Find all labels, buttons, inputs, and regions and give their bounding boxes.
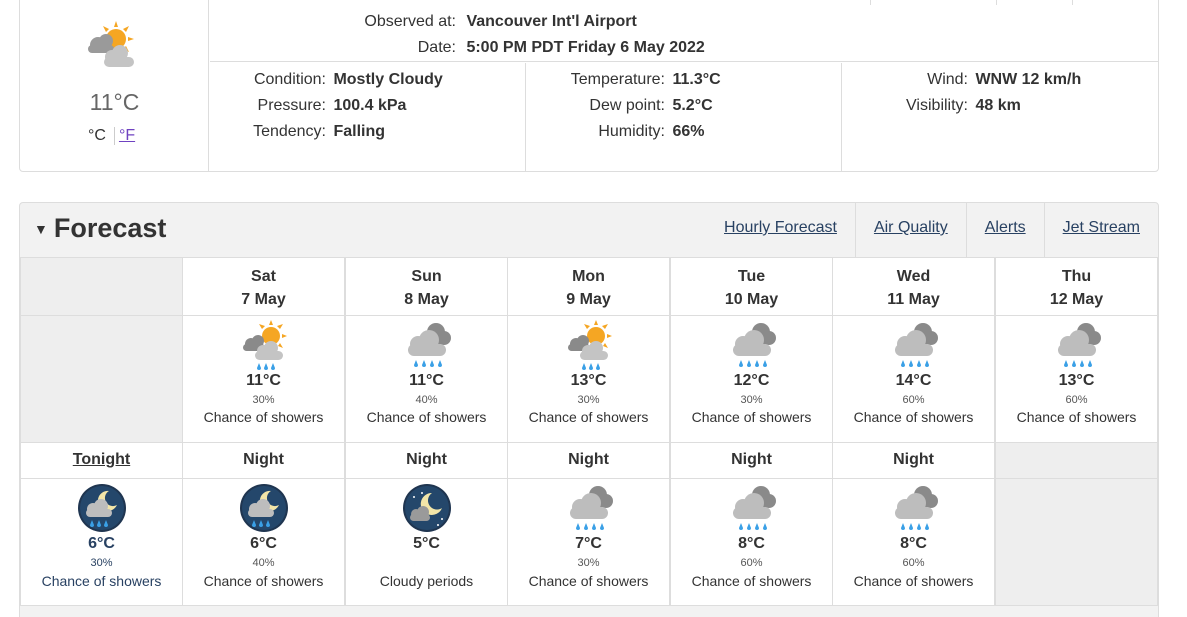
cloud-rain-icon	[889, 483, 939, 533]
day-date: 9 May	[566, 291, 611, 308]
night-label: Night	[568, 451, 609, 468]
alerts-link[interactable]: Alerts	[966, 203, 1044, 257]
day-summary: Chance of showers	[203, 409, 324, 425]
day-name: Sun	[411, 268, 442, 285]
day-name: Sat	[251, 268, 276, 285]
hourly-forecast-link[interactable]: Hourly Forecast	[724, 219, 837, 236]
day-summary: Chance of showers	[1016, 409, 1137, 425]
conditions-column-1	[210, 63, 526, 171]
day-date: 7 May	[241, 291, 286, 308]
precip-probability: 40%	[252, 557, 275, 569]
day-forecast[interactable]	[995, 315, 1158, 443]
night-forecast[interactable]	[507, 478, 670, 606]
precip-probability	[346, 557, 507, 570]
current-temperature: 11°C	[89, 89, 140, 115]
cloud-rain-icon	[889, 320, 939, 370]
night-header	[832, 442, 995, 479]
conditions-column-3	[842, 63, 1159, 171]
night-summary: Chance of showers	[853, 573, 974, 589]
night-forecast[interactable]	[832, 478, 995, 606]
day-forecast[interactable]	[182, 315, 345, 443]
jet-stream-link[interactable]: Jet Stream	[1044, 203, 1158, 257]
day-date: 12 May	[1049, 291, 1104, 308]
tendency: Tendency: Falling	[253, 123, 386, 140]
night-summary: Chance of showers	[203, 573, 324, 589]
night-label: Night	[406, 451, 447, 468]
night-label: Night	[893, 451, 934, 468]
cloud-rain-icon	[564, 483, 614, 533]
night-header	[507, 442, 670, 479]
sun-cloud-rain-icon	[564, 320, 614, 370]
day-header	[182, 257, 345, 316]
day-name: Thu	[1061, 268, 1092, 285]
precip-probability: 30%	[577, 557, 600, 569]
day-date: 11 May	[887, 291, 940, 308]
visibility: Visibility: 48 km	[906, 97, 1021, 114]
cloud-rain-icon	[402, 320, 452, 370]
forecast-links	[706, 203, 1158, 257]
precip-probability: 30%	[577, 394, 600, 406]
day-forecast[interactable]	[832, 315, 995, 443]
day-name: Tue	[737, 268, 766, 285]
night-header[interactable]	[20, 442, 183, 479]
night-header	[670, 442, 833, 479]
observation-header	[210, 0, 1159, 62]
fahrenheit-link[interactable]: °F	[118, 127, 136, 145]
day-temperature: 13°C	[1058, 372, 1095, 389]
day-temperature: 11°C	[409, 372, 444, 389]
precip-probability: 60%	[1065, 394, 1088, 406]
grid-corner-blank	[20, 257, 183, 316]
day-date: 8 May	[404, 291, 449, 308]
sun-behind-cloud-icon	[84, 19, 140, 76]
night-temperature: 8°C	[900, 535, 927, 552]
day-summary: Chance of showers	[366, 409, 487, 425]
day-forecast[interactable]	[507, 315, 670, 443]
day-summary: Chance of showers	[853, 409, 974, 425]
pressure: Pressure: 100.4 kPa	[257, 97, 407, 114]
celsius-unit: °C	[88, 127, 106, 145]
precip-probability: 60%	[902, 557, 925, 569]
cloud-rain-icon	[1052, 320, 1102, 370]
unit-toggle	[88, 127, 135, 145]
current-conditions-panel	[19, 0, 1159, 172]
night-summary: Chance of showers	[691, 573, 812, 589]
day-temperature: 12°C	[733, 372, 770, 389]
day-summary: Chance of showers	[691, 409, 812, 425]
precip-probability: 30%	[90, 557, 113, 569]
tonight-link[interactable]: Tonight	[72, 451, 131, 468]
night-header	[182, 442, 345, 479]
night-temperature: 5°C	[413, 535, 440, 552]
day-header	[670, 257, 833, 316]
forecast-heading[interactable]: ▼ Forecast	[34, 213, 167, 243]
dew-point: Dew point: 5.2°C	[589, 97, 713, 114]
condition: Condition: Mostly Cloudy	[253, 71, 443, 88]
night-row-blank	[995, 478, 1158, 606]
night-forecast[interactable]	[345, 478, 508, 606]
night-temperature: 8°C	[738, 535, 765, 552]
day-header	[832, 257, 995, 316]
night-header-blank	[995, 442, 1158, 479]
night-summary: Chance of showers	[528, 573, 649, 589]
humidity: Humidity: 66%	[598, 123, 705, 140]
observed-at: Observed at: Vancouver Int'l Airport	[364, 13, 637, 30]
moon-cloud-rain-icon	[239, 483, 289, 533]
day-header	[507, 257, 670, 316]
precip-probability: 60%	[902, 394, 925, 406]
precip-probability: 60%	[740, 557, 763, 569]
moon-cloud-icon	[402, 483, 452, 533]
current-summary	[20, 0, 209, 171]
night-header	[345, 442, 508, 479]
day-forecast[interactable]	[670, 315, 833, 443]
night-forecast[interactable]	[182, 478, 345, 606]
forecast-panel	[19, 202, 1159, 617]
day-temperature: 14°C	[895, 372, 932, 389]
moon-cloud-rain-icon	[77, 483, 127, 533]
night-summary: Cloudy periods	[379, 573, 474, 589]
cloud-rain-icon	[727, 320, 777, 370]
day-header	[345, 257, 508, 316]
day-row-blank	[20, 315, 183, 443]
night-temperature: 6°C	[250, 535, 277, 552]
night-label: Night	[243, 451, 284, 468]
precip-probability: 40%	[415, 394, 438, 406]
night-forecast[interactable]	[670, 478, 833, 606]
precip-probability: 30%	[252, 394, 275, 406]
air-quality-link[interactable]: Air Quality	[855, 203, 966, 257]
caret-down-icon: ▼	[34, 221, 48, 237]
night-label: Night	[731, 451, 772, 468]
day-name: Mon	[572, 268, 605, 285]
cloud-rain-icon	[727, 483, 777, 533]
day-date: 10 May	[724, 291, 779, 308]
air-temperature: Temperature: 11.3°C	[570, 71, 721, 88]
day-temperature: 13°C	[570, 372, 607, 389]
sun-cloud-rain-icon	[239, 320, 289, 370]
day-forecast[interactable]	[345, 315, 508, 443]
night-summary: Chance of showers	[41, 573, 162, 589]
conditions-column-2	[526, 63, 842, 171]
day-name: Wed	[896, 268, 931, 285]
night-forecast[interactable]	[20, 478, 183, 606]
observation-date: Date: 5:00 PM PDT Friday 6 May 2022	[417, 39, 705, 56]
day-header	[995, 257, 1158, 316]
night-temperature: 7°C	[575, 535, 602, 552]
day-summary: Chance of showers	[528, 409, 649, 425]
night-temperature: 6°C	[88, 535, 115, 552]
wind: Wind: WNW 12 km/h	[927, 71, 1082, 88]
precip-probability: 30%	[740, 394, 763, 406]
day-temperature: 11°C	[246, 372, 281, 389]
